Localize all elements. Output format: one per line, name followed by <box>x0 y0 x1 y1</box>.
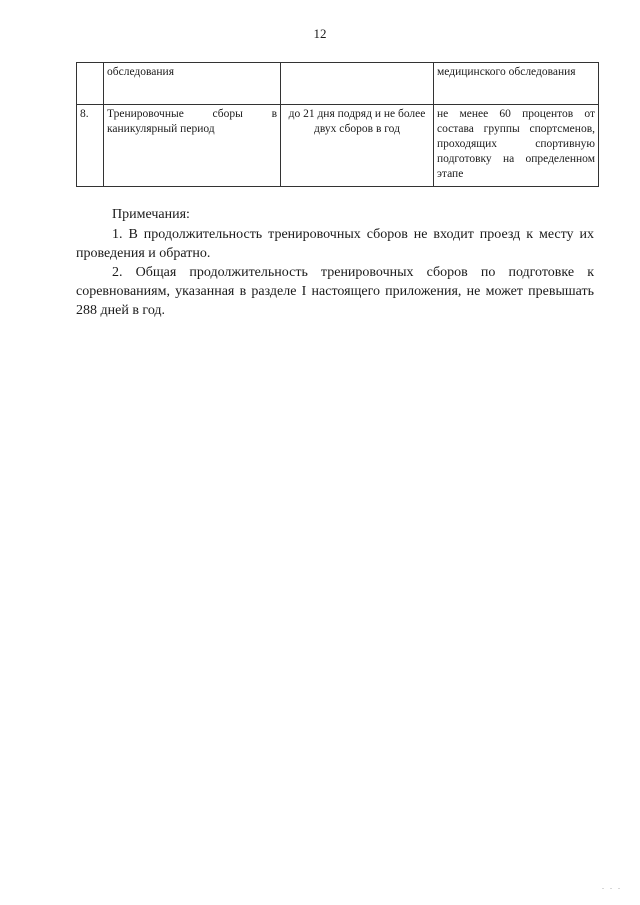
row-number-cell <box>77 63 104 105</box>
row-number-cell: 8. <box>77 105 104 187</box>
notes-title: Примечания: <box>112 207 190 222</box>
participants-cell: медицинского обследования <box>434 63 599 105</box>
table-row <box>77 63 599 105</box>
camp-type-cell: Тренировочные сборы в каникулярный период <box>104 105 281 187</box>
note-item: 1. В продолжительность тренировочных сборов не входит проезд к месту их проведения и обратно. <box>76 227 594 261</box>
table-row <box>77 105 599 187</box>
note-item: 2. Общая продолжительность тренировочных сборов по подготовке к соревнованиям, указанная в разделе I настоящего приложения, не может превышать 288 дней в год. <box>76 265 594 318</box>
page-number: 12 <box>313 26 327 41</box>
participants-cell: не менее 60 процентов от состава группы спортсменов, проходящих спортивную подготовку на определенном этапе <box>434 105 599 187</box>
camp-type-cell: обследования <box>104 63 281 105</box>
training-camps-table <box>76 62 599 187</box>
notes-section <box>76 205 594 320</box>
scan-corner-mark: . . . <box>602 882 622 891</box>
duration-cell: до 21 дня подряд и не более двух сборов в год <box>281 105 434 187</box>
duration-cell <box>281 63 434 105</box>
